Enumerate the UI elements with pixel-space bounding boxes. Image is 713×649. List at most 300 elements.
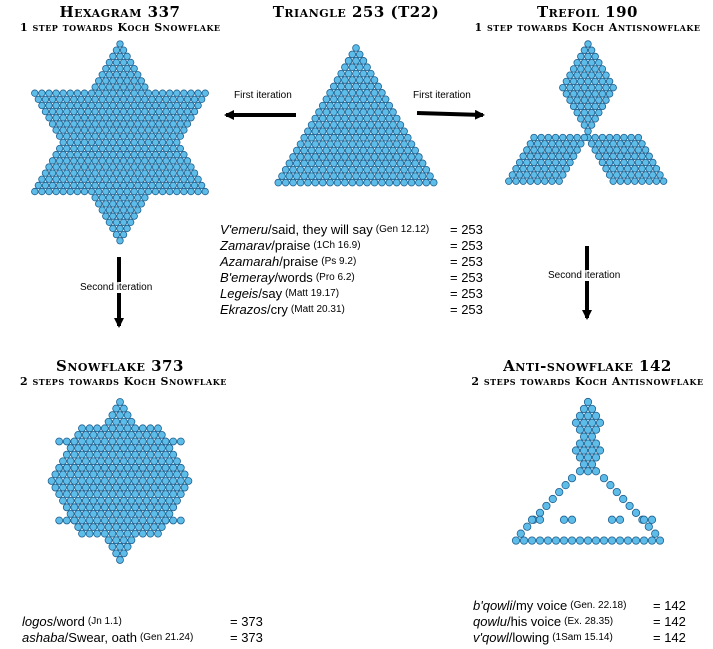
circle-dot: [67, 445, 74, 452]
circle-dot: [538, 147, 545, 154]
circle-dot: [86, 438, 93, 445]
circle-dot: [166, 164, 173, 171]
circle-dot: [143, 510, 150, 517]
circle-dot: [338, 109, 345, 116]
circle-dot: [92, 121, 99, 128]
circle-dot: [506, 178, 513, 185]
circle-dot: [132, 530, 139, 537]
circle-dot: [297, 166, 304, 173]
circle-dot: [353, 134, 360, 141]
circle-dot: [71, 133, 78, 140]
circle-dot: [139, 517, 146, 524]
circle-dot: [520, 537, 527, 544]
circle-dot: [71, 121, 78, 128]
circle-dot: [419, 160, 426, 167]
circle-dot: [360, 173, 367, 180]
circle-dot: [71, 464, 78, 471]
circle-dot: [599, 103, 606, 110]
circle-dot: [86, 477, 93, 484]
circle-dot: [592, 53, 599, 60]
circle-dot: [195, 102, 202, 109]
circle-dot: [323, 173, 330, 180]
circle-dot: [312, 128, 319, 135]
circle-dot: [576, 468, 583, 475]
circle-dot: [120, 71, 127, 78]
circle-dot: [139, 425, 146, 432]
circle-dot: [393, 166, 400, 173]
circle-dot: [191, 182, 198, 189]
circle-dot: [101, 517, 108, 524]
gloss: /praise: [271, 238, 311, 253]
circle-dot: [393, 128, 400, 135]
circle-dot: [379, 141, 386, 148]
circle-dot: [124, 53, 131, 60]
circle-dot: [599, 78, 606, 85]
circle-dot: [155, 438, 162, 445]
circle-dot: [63, 504, 70, 511]
circle-dot: [177, 96, 184, 103]
circle-dot: [581, 134, 588, 141]
circle-dot: [177, 121, 184, 128]
circle-dot: [628, 159, 635, 166]
circle-dot: [353, 45, 360, 52]
circle-dot: [563, 140, 570, 147]
circle-dot: [78, 170, 85, 177]
circle-dot: [170, 517, 177, 524]
circle-dot: [356, 154, 363, 161]
circle-dot: [78, 182, 85, 189]
circle-dot: [639, 178, 646, 185]
circle-dot: [128, 431, 135, 438]
circle-dot: [95, 115, 102, 122]
circle-dot: [56, 108, 63, 115]
circle-dot: [524, 523, 531, 530]
circle-dot: [163, 133, 170, 140]
circle-dot: [103, 176, 110, 183]
circle-dot: [82, 431, 89, 438]
circle-dot: [404, 173, 411, 180]
circle-dot: [113, 524, 120, 531]
circle-dot: [135, 182, 142, 189]
circle-dot: [159, 102, 166, 109]
circle-dot: [364, 77, 371, 84]
circle-dot: [145, 176, 152, 183]
word-row: [220, 270, 483, 286]
circle-dot: [63, 438, 70, 445]
circle-dot: [152, 151, 159, 158]
circle-dot: [95, 139, 102, 146]
circle-dot: [136, 445, 143, 452]
circle-dot: [360, 134, 367, 141]
circle-dot: [599, 147, 606, 154]
circle-dot: [94, 504, 101, 511]
circle-dot: [99, 170, 106, 177]
circle-dot: [576, 440, 583, 447]
circle-dot: [113, 207, 120, 214]
circle-dot: [85, 133, 92, 140]
circle-dot: [124, 127, 131, 134]
circle-dot: [596, 419, 603, 426]
circle-dot: [334, 154, 341, 161]
circle-dot: [177, 464, 184, 471]
circle-dot: [177, 170, 184, 177]
label-second-left: Second iteration: [80, 282, 153, 293]
circle-dot: [145, 164, 152, 171]
circle-dot: [379, 102, 386, 109]
circle-dot: [308, 173, 315, 180]
circle-dot: [297, 154, 304, 161]
circle-dot: [75, 431, 82, 438]
trefoil-subtitle: 1 step towards Koch Antisnowflake: [474, 21, 701, 34]
circle-dot: [198, 96, 205, 103]
circle-dot: [198, 182, 205, 189]
circle-dot: [117, 139, 124, 146]
circle-dot: [158, 471, 165, 478]
circle-dot: [75, 524, 82, 531]
value: = 253: [450, 222, 483, 237]
circle-dot: [556, 153, 563, 160]
circle-dot: [581, 72, 588, 79]
circle-dot: [516, 172, 523, 179]
circle-dot: [177, 145, 184, 152]
circle-dot: [367, 96, 374, 103]
circle-dot: [375, 160, 382, 167]
circle-dot: [106, 194, 113, 201]
circle-dot: [549, 165, 556, 172]
circle-dot: [88, 127, 95, 134]
circle-dot: [56, 145, 63, 152]
circle-dot: [138, 90, 145, 97]
circle-dot: [349, 77, 356, 84]
circle-dot: [117, 530, 124, 537]
circle-dot: [117, 425, 124, 432]
circle-dot: [570, 103, 577, 110]
circle-dot: [375, 122, 382, 129]
circle-dot: [166, 484, 173, 491]
circle-dot: [105, 510, 112, 517]
circle-dot: [334, 102, 341, 109]
circle-dot: [110, 127, 117, 134]
circle-dot: [71, 491, 78, 498]
circle-dot: [563, 91, 570, 98]
circle-dot: [128, 484, 135, 491]
circle-dot: [584, 468, 591, 475]
circle-dot: [614, 147, 621, 154]
circle-dot: [163, 96, 170, 103]
circle-dot: [327, 89, 334, 96]
circle-dot: [86, 451, 93, 458]
circle-dot: [545, 147, 552, 154]
circle-dot: [136, 458, 143, 465]
circle-dot: [88, 151, 95, 158]
word-row: [220, 302, 483, 318]
circle-dot: [588, 405, 595, 412]
circle-dot: [90, 497, 97, 504]
circle-dot: [596, 109, 603, 116]
circle-dot: [63, 451, 70, 458]
circle-dot: [543, 502, 550, 509]
circle-dot: [132, 477, 139, 484]
circle-dot: [155, 504, 162, 511]
circle-dot: [327, 128, 334, 135]
circle-dot: [408, 141, 415, 148]
circle-dot: [46, 176, 53, 183]
circle-dot: [99, 145, 106, 152]
triangle-figure: [275, 45, 437, 186]
circle-dot: [156, 121, 163, 128]
circle-dot: [67, 471, 74, 478]
circle-dot: [642, 172, 649, 179]
circle-dot: [312, 141, 319, 148]
circle-dot: [345, 147, 352, 154]
circle-dot: [163, 121, 170, 128]
circle-dot: [416, 154, 423, 161]
circle-dot: [379, 166, 386, 173]
circle-dot: [147, 438, 154, 445]
circle-dot: [113, 59, 120, 65]
circle-dot: [556, 488, 563, 495]
circle-dot: [67, 176, 74, 183]
circle-dot: [610, 140, 617, 147]
circle-dot: [106, 207, 113, 214]
circle-dot: [131, 151, 138, 158]
circle-dot: [135, 158, 142, 165]
triangle-title: Triangle 253 (T22): [272, 3, 440, 21]
circle-dot: [117, 238, 124, 245]
circle-dot: [135, 145, 142, 152]
circle-dot: [142, 158, 149, 165]
circle-dot: [136, 471, 143, 478]
circle-dot: [99, 84, 106, 91]
circle-dot: [536, 516, 543, 523]
circle-dot: [101, 451, 108, 458]
circle-dot: [147, 530, 154, 537]
circle-dot: [46, 164, 53, 171]
circle-dot: [645, 523, 652, 530]
circle-dot: [549, 140, 556, 147]
reference: (1Ch 16.9): [313, 240, 361, 251]
circle-dot: [75, 484, 82, 491]
circle-dot: [128, 471, 135, 478]
circle-dot: [99, 108, 106, 115]
circle-dot: [639, 140, 646, 147]
circle-dot: [596, 72, 603, 79]
circle-dot: [592, 537, 599, 544]
circle-dot: [63, 477, 70, 484]
circle-dot: [580, 461, 587, 468]
reference: (Ps 9.2): [321, 256, 357, 267]
circle-dot: [75, 510, 82, 517]
circle-dot: [143, 484, 150, 491]
circle-dot: [35, 182, 42, 189]
circle-dot: [60, 90, 66, 97]
word: logos: [22, 614, 54, 629]
circle-dot: [610, 165, 617, 172]
circle-dot: [375, 83, 382, 90]
circle-dot: [39, 102, 46, 109]
circle-dot: [152, 90, 159, 97]
circle-dot: [536, 509, 543, 516]
circle-dot: [610, 178, 617, 185]
gloss: /lowing: [508, 630, 550, 645]
circle-dot: [349, 154, 356, 161]
circle-dot: [195, 176, 202, 183]
circle-dot: [610, 153, 617, 160]
circle-dot: [628, 134, 635, 141]
circle-dot: [360, 83, 367, 90]
circle-dot: [574, 72, 581, 79]
circle-dot: [120, 158, 127, 165]
circle-dot: [345, 70, 352, 77]
circle-dot: [542, 178, 549, 185]
circle-dot: [149, 145, 156, 152]
circle-dot: [401, 166, 408, 173]
circle-dot: [92, 194, 99, 201]
circle-dot: [136, 497, 143, 504]
gloss: /word: [53, 614, 85, 629]
circle-dot: [86, 530, 93, 537]
circle-dot: [109, 425, 116, 432]
circle-dot: [53, 164, 60, 171]
circle-dot: [46, 90, 53, 97]
circle-dot: [188, 115, 195, 122]
circle-dot: [585, 53, 592, 60]
circle-dot: [135, 84, 142, 91]
circle-dot: [177, 491, 184, 498]
circle-dot: [78, 108, 85, 115]
circle-dot: [316, 160, 323, 167]
circle-dot: [656, 537, 663, 544]
circle-dot: [588, 122, 595, 129]
circle-dot: [113, 158, 120, 165]
circle-dot: [305, 166, 312, 173]
circle-dot: [106, 71, 113, 78]
circle-dot: [147, 504, 154, 511]
circle-dot: [648, 516, 655, 523]
circle-dot: [596, 447, 603, 454]
circle-dot: [312, 154, 319, 161]
circle-dot: [367, 173, 374, 180]
circle-dot: [334, 166, 341, 173]
circle-dot: [371, 77, 378, 84]
circle-dot: [103, 201, 110, 208]
circle-dot: [371, 102, 378, 109]
circle-dot: [138, 78, 145, 85]
circle-dot: [371, 166, 378, 173]
circle-dot: [120, 445, 127, 452]
circle-dot: [147, 464, 154, 471]
circle-dot: [642, 147, 649, 154]
circle-dot: [617, 165, 624, 172]
circle-dot: [99, 182, 106, 189]
circle-dot: [588, 109, 595, 116]
circle-dot: [113, 194, 120, 201]
circle-dot: [401, 154, 408, 161]
circle-dot: [353, 109, 360, 116]
circle-dot: [74, 139, 81, 146]
circle-dot: [367, 147, 374, 154]
circle-dot: [124, 213, 131, 220]
circle-dot: [120, 182, 127, 189]
circle-dot: [174, 127, 181, 134]
circle-dot: [56, 182, 63, 189]
circle-dot: [397, 147, 404, 154]
circle-dot: [94, 438, 101, 445]
circle-dot: [155, 530, 162, 537]
circle-dot: [286, 160, 293, 167]
circle-dot: [127, 170, 134, 177]
circle-dot: [606, 78, 613, 85]
circle-dot: [181, 115, 188, 122]
circle-dot: [166, 471, 173, 478]
circle-dot: [110, 90, 117, 97]
circle-dot: [106, 96, 113, 103]
circle-dot: [382, 147, 389, 154]
circle-dot: [364, 179, 371, 186]
circle-dot: [151, 484, 158, 491]
circle-dot: [534, 165, 541, 172]
reference: (Jn 1.1): [87, 616, 122, 627]
circle-dot: [412, 160, 419, 167]
circle-dot: [78, 158, 85, 165]
circle-dot: [648, 537, 655, 544]
circle-dot: [408, 154, 415, 161]
circle-dot: [67, 458, 74, 465]
circle-dot: [316, 173, 323, 180]
circle-dot: [63, 517, 70, 524]
circle-dot: [147, 451, 154, 458]
snowflake-title-block: [20, 357, 227, 388]
circle-dot: [632, 537, 639, 544]
circle-dot: [120, 170, 127, 177]
word-row: [473, 598, 686, 614]
circle-dot: [138, 139, 145, 146]
circle-dot: [117, 176, 124, 183]
circle-dot: [71, 477, 78, 484]
circle-dot: [82, 458, 89, 465]
circle-dot: [509, 172, 516, 179]
circle-dot: [632, 509, 639, 516]
circle-dot: [159, 90, 166, 97]
circle-dot: [603, 153, 610, 160]
circle-dot: [327, 179, 334, 186]
circle-dot: [282, 166, 289, 173]
circle-dot: [552, 147, 559, 154]
circle-dot: [653, 178, 660, 185]
circle-dot: [110, 151, 117, 158]
circle-dot: [516, 159, 523, 166]
circle-dot: [349, 128, 356, 135]
circle-dot: [393, 115, 400, 122]
circle-dot: [170, 182, 177, 189]
circle-dot: [145, 127, 152, 134]
circle-dot: [382, 134, 389, 141]
circle-dot: [371, 115, 378, 122]
circle-dot: [113, 71, 120, 78]
circle-dot: [170, 108, 177, 115]
circle-dot: [572, 419, 579, 426]
circle-dot: [117, 491, 124, 498]
circle-dot: [124, 151, 131, 158]
circle-dot: [127, 145, 134, 152]
circle-dot: [142, 84, 149, 91]
circle-dot: [113, 145, 120, 152]
circle-dot: [584, 426, 591, 433]
circle-dot: [360, 70, 367, 77]
circle-dot: [88, 164, 95, 171]
circle-dot: [588, 97, 595, 104]
circle-dot: [113, 47, 120, 54]
